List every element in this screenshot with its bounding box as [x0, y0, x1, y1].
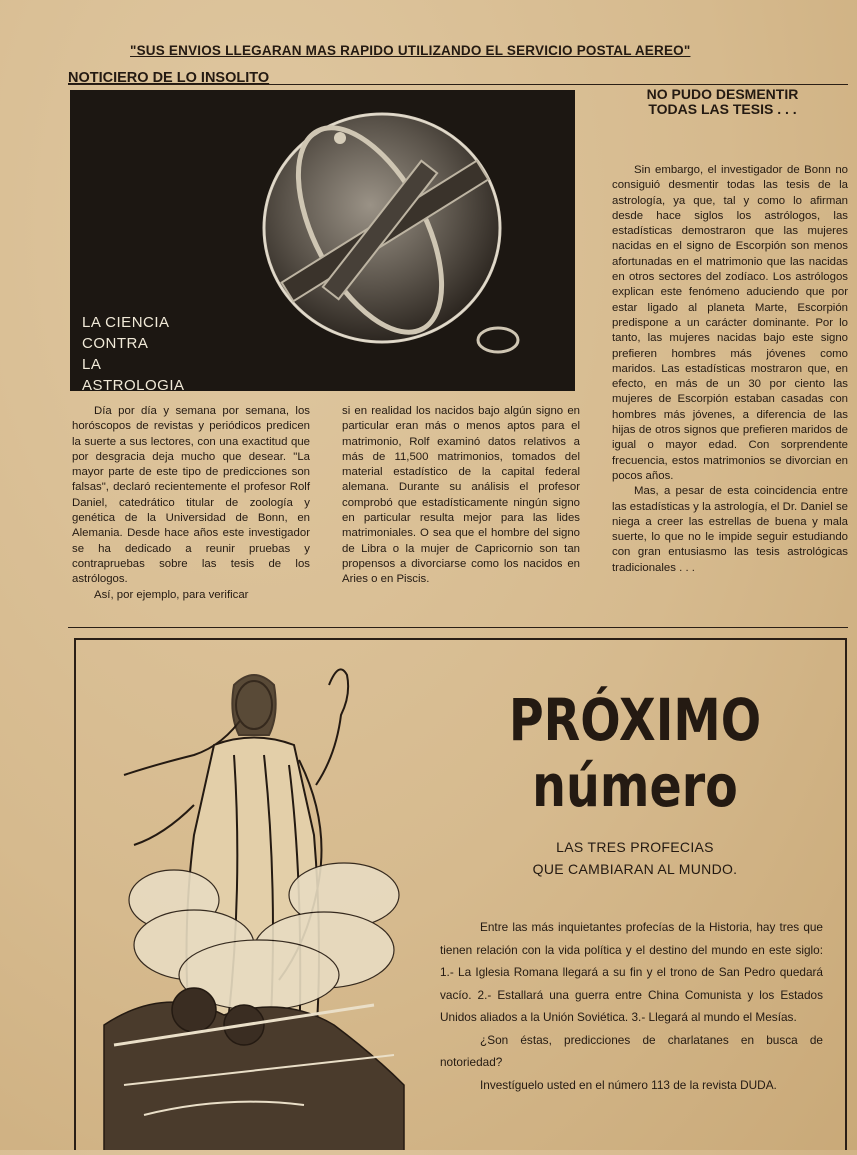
- caption-line: ASTROLOGIA: [82, 377, 185, 394]
- middle-rule: [68, 627, 848, 628]
- ad-title-line-2: número: [532, 752, 738, 820]
- subtitle-line: QUE CAMBIARAN AL MUNDO.: [532, 861, 738, 877]
- caption-line: LA CIENCIA: [82, 314, 170, 331]
- ad-title-line-1: PRÓXIMO: [508, 686, 762, 754]
- paragraph: Sin embargo, el investigador de Bonn no consiguió desmentir todas las tesis de la astrología, ya que, tal y como lo afirman desde hace siglos los astrólogos, las estadísticas demostraron que las mujeres nacidas en el signo de Escorpión son menos afortunadas en el matrimonio que las nacidas en otros sectores del zodíaco. Los astrólogos explican este fenómeno aduciendo que por estar ligado al planeta Marte, Escorpión predispone a un carácter dominante. Por lo tanto, las mujeres nacidas bajo este signo prefieren hombres más jóvenes como maridos. Las estadísticas mostraron que, en efecto, en más de un 30 por ciento las mujeres de Escorpión estaban casadas con hombres más jóvenes, a diferencia de las hijas de otros signos que prefieren maridos de igual o mayor edad. Con sorprendente frecuencia, estos matrimonios se divorcian en pocos años.: [612, 164, 848, 482]
- caption-line: CONTRA: [82, 335, 149, 352]
- article-column-1: [72, 404, 310, 603]
- paragraph: ¿Son éstas, predicciones de charlatanes en busca de notoriedad?: [440, 1032, 823, 1069]
- jesus-illustration: [84, 645, 424, 1155]
- slogan-header: "SUS ENVIOS LLEGARAN MAS RAPIDO UTILIZANDO EL SERVICIO POSTAL AEREO": [130, 43, 691, 58]
- paragraph: Investíguelo usted en el número 113 de la revista DUDA.: [480, 1077, 777, 1092]
- ad-subtitle: [490, 836, 780, 880]
- headline-line: TODAS LAS TESIS . . .: [648, 101, 797, 117]
- paragraph: Día por día y semana por semana, los horóscopos de revistas y periódicos predicen la suerte a sus lectores, con una exactitud que por desgracia deja mucho que desear. "La mayor parte de este tipo de predicciones son falsas", declaró recientemente el profesor Rolf Daniel, catedrático titular de zoología y genética de la Universidad de Bonn, en Alemania. Desde hace años este investigador se ha dedicado a reunir pruebas y contrapruebas sobre las tesis de los astrólogos.: [72, 405, 310, 586]
- right-headline: [600, 87, 845, 117]
- section-title: NOTICIERO DE LO INSOLITO: [68, 70, 270, 86]
- paragraph: si en realidad los nacidos bajo algún signo en particular eran más o menos aptos para el matrimonio, Rolf examinó datos relativos a más de 11,500 matrimonios, tomados del material estadístico de la capital federal alemana. Durante su análisis el profesor comprobó que estadísticamente ningún signo en particular resulta mejor para las lides matrimoniales. O sea que el hombre del signo de Libra o la mujer de Capricornio son tan propensos a divorciarse como los nacidos en Aries o en Piscis.: [342, 405, 580, 586]
- article-column-2: [342, 404, 580, 588]
- ad-body-text: [440, 916, 823, 1096]
- photo-caption: [82, 312, 222, 396]
- subtitle-line: LAS TRES PROFECIAS: [556, 839, 714, 855]
- jesus-rising-icon: [84, 645, 424, 1150]
- paragraph: Así, por ejemplo, para verificar: [94, 588, 249, 601]
- top-rule: [68, 84, 848, 85]
- caption-line: LA: [82, 356, 102, 373]
- right-column-text: [612, 163, 848, 576]
- paragraph: Entre las más inquietantes profecías de la Historia, hay tres que tienen relación con la vida política y el destino del mundo en este siglo: 1.- La Iglesia Romana llegará a su fin y el trono de San Pedro quedará vacío. 2.- Estallará una guerra entre China Comunista y los Estados Unidos aliados a la Unión Soviética. 3.- Llegará al mundo el Mesías.: [440, 920, 823, 1024]
- headline-line: NO PUDO DESMENTIR: [646, 86, 799, 102]
- paragraph: Mas, a pesar de esta coincidencia entre las estadísticas y la astrología, el Dr. Daniel se niega a creer las estrellas de buena y mala suerte, lo que no le impide seguir estudiando con gran entusiasmo las tesis astrológicas tradicionales . . .: [612, 485, 848, 574]
